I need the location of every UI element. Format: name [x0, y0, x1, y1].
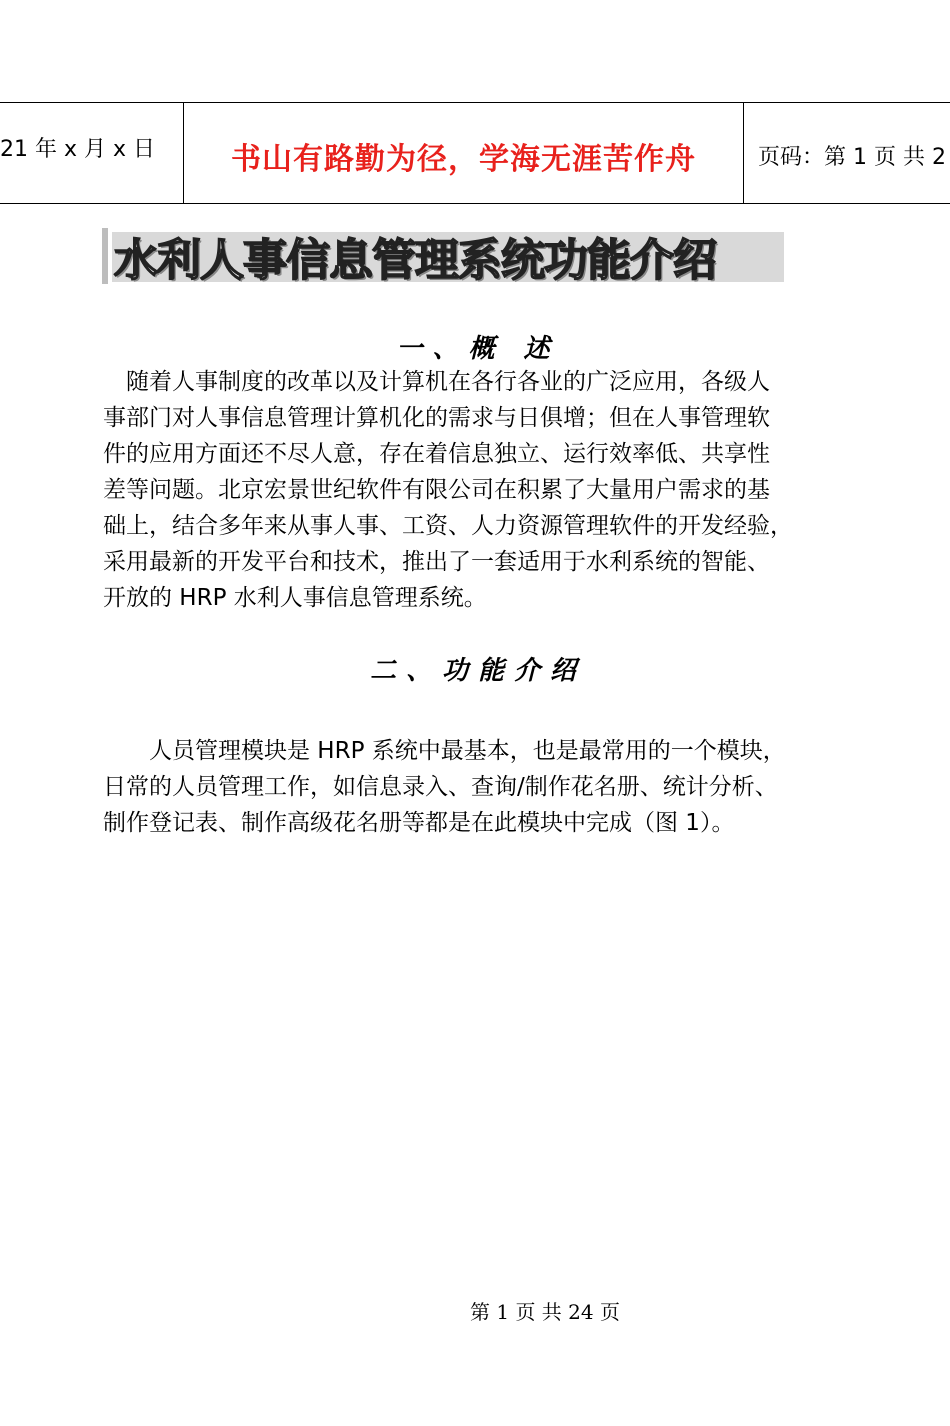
- paragraph-line: 随着人事制度的改革以及计算机在各行各业的广泛应用，各级人: [103, 369, 770, 395]
- document-title: 水利人事信息管理系统功能介绍: [114, 235, 716, 286]
- paragraph-line: 事部门对人事信息管理计算机化的需求与日俱增；但在人事管理软: [103, 405, 770, 431]
- paragraph-line: 开放的 HRP 水利人事信息管理系统。: [103, 585, 487, 611]
- header-date: 21 年 x 月 x 日: [0, 103, 184, 203]
- paragraph-line: 制作登记表、制作高级花名册等都是在此模块中完成（图 1）。: [103, 810, 735, 836]
- paragraph-line: 础上，结合多年来从事人事、工资、人力资源管理软件的开发经验，: [103, 513, 793, 539]
- paragraph-line: 日常的人员管理工作，如信息录入、查询/制作花名册、统计分析、: [103, 774, 778, 800]
- paragraph-line: 差等问题。北京宏景世纪软件有限公司在积累了大量用户需求的基: [103, 477, 770, 503]
- header-motto: 书山有路勤为径，学海无涯苦作舟: [184, 103, 744, 203]
- features-paragraph: [103, 733, 868, 841]
- section-heading-features: 二、功能介绍: [369, 656, 586, 686]
- document-title-block: [102, 228, 786, 284]
- paragraph-line: 件的应用方面还不尽人意，存在着信息独立、运行效率低、共享性: [103, 441, 770, 467]
- section-heading-overview: 一、概 述: [396, 334, 560, 364]
- page-header: [0, 102, 950, 204]
- overview-paragraph: [103, 364, 868, 616]
- title-accent-bar: [102, 228, 108, 284]
- header-page-number: 页码：第 1 页 共 2: [758, 144, 946, 170]
- paragraph-line: 人员管理模块是 HRP 系统中最基本，也是最常用的一个模块，: [103, 738, 786, 764]
- page-footer: 第 1 页 共 24 页: [470, 1300, 620, 1324]
- paragraph-line: 采用最新的开发平台和技术，推出了一套适用于水利系统的智能、: [103, 549, 770, 575]
